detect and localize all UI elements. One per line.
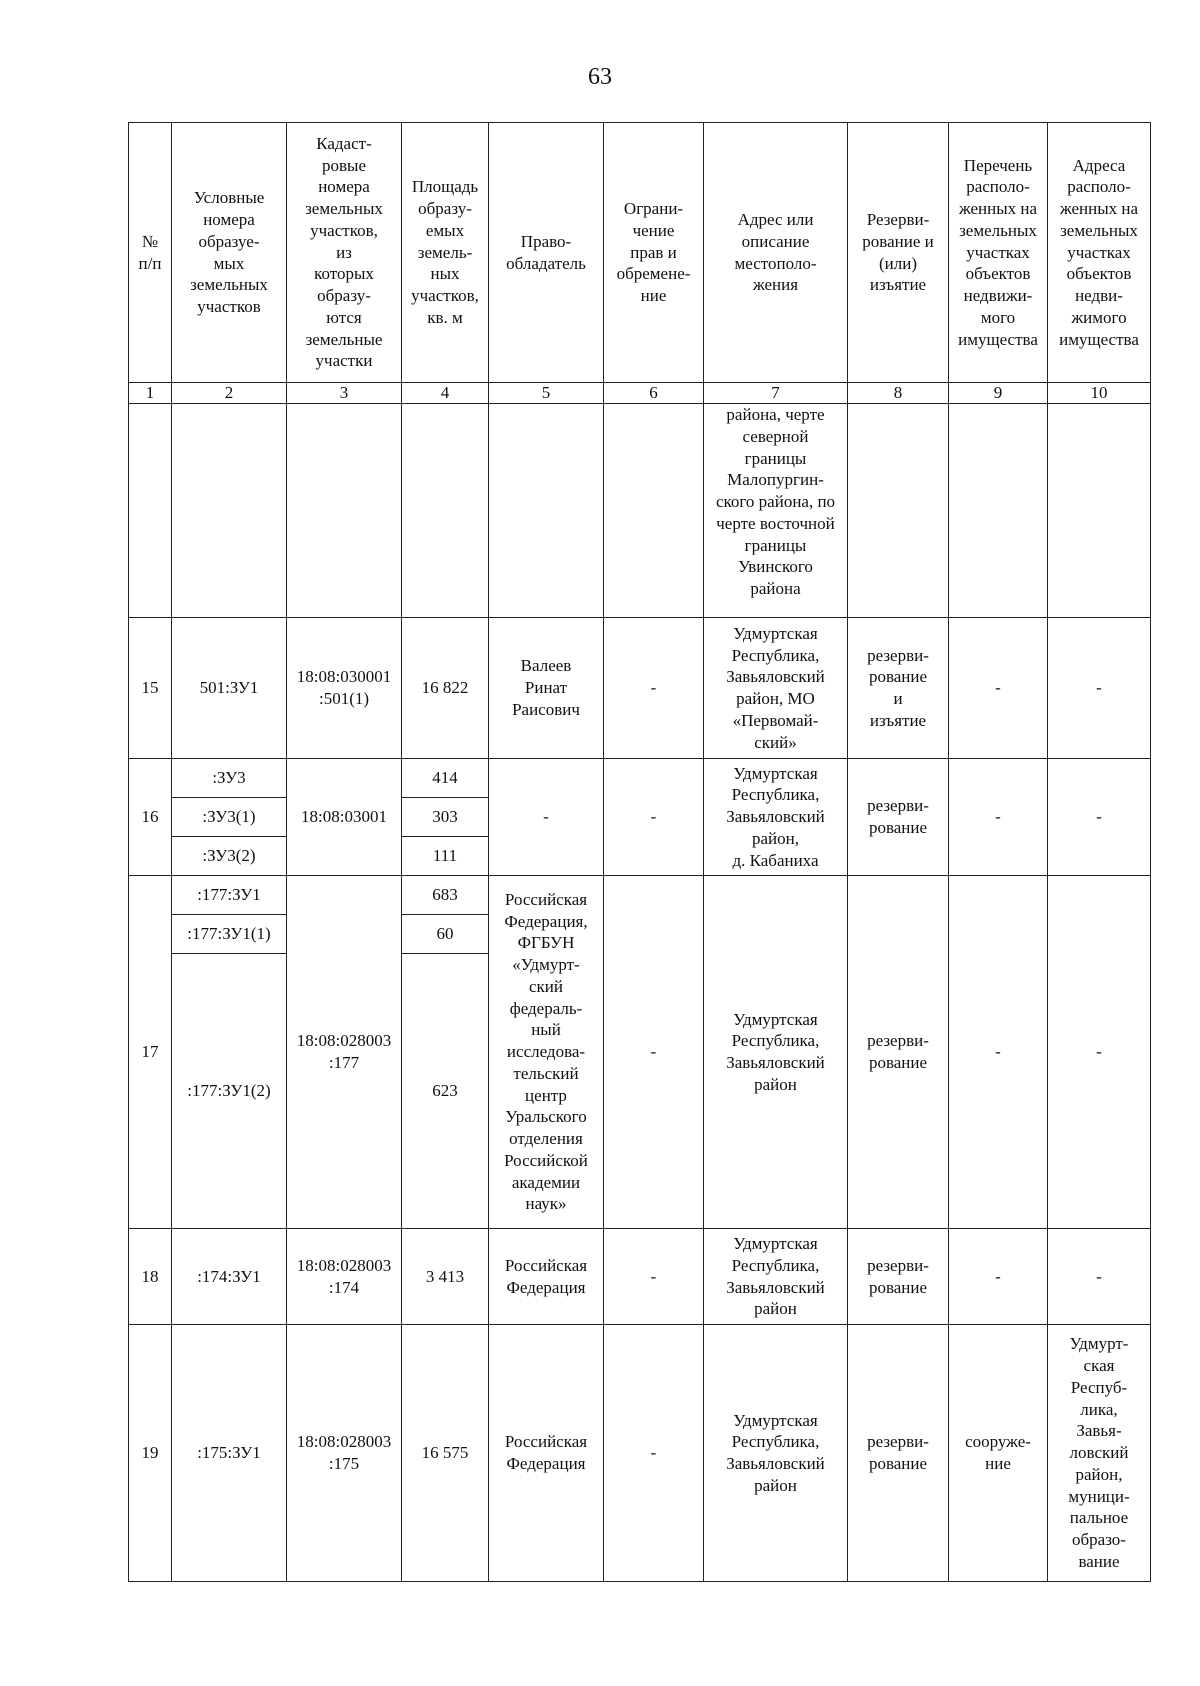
table-row: [129, 1229, 1151, 1325]
table-row: [129, 1325, 1151, 1582]
cadastral-cell: 18:08:03001: [287, 759, 402, 876]
address-cell: района, черте северной границы Малопургин- ского района, по черте восточной границы Увинского района: [704, 404, 848, 618]
area-cell: 3 413: [402, 1229, 489, 1325]
header-cell-cadastral: Кадаст- ровые номера земельных участков, из которых образу- ются земельные участки: [287, 123, 402, 383]
area-cell: 303: [402, 798, 489, 837]
address-cell: Удмуртская Республика, Завьяловский район: [704, 1229, 848, 1325]
column-number: 6: [604, 383, 704, 404]
table-row: [129, 759, 1151, 798]
column-number: 1: [129, 383, 172, 404]
plot-number-cell: :ЗУ3: [172, 759, 287, 798]
plot-number-cell: :177:ЗУ1: [172, 876, 287, 915]
restriction-cell: -: [604, 1325, 704, 1582]
area-cell: 414: [402, 759, 489, 798]
column-number-row: [129, 383, 1151, 404]
address-cell: Удмуртская Республика, Завьяловский район: [704, 876, 848, 1229]
empty-cell: [172, 404, 287, 618]
empty-cell: [129, 404, 172, 618]
header-cell-number: № п/п: [129, 123, 172, 383]
column-number: 8: [848, 383, 949, 404]
plot-number-cell: :ЗУ3(2): [172, 837, 287, 876]
row-number-cell: 15: [129, 618, 172, 759]
area-cell: 111: [402, 837, 489, 876]
column-number: 10: [1048, 383, 1151, 404]
cadastral-cell: 18:08:028003 :175: [287, 1325, 402, 1582]
address-cell: Удмуртская Республика, Завьяловский район, д. Кабаниха: [704, 759, 848, 876]
plot-number-cell: :177:ЗУ1(2): [172, 954, 287, 1229]
objects-cell: -: [949, 618, 1048, 759]
object-address-cell: Удмурт- ская Респуб- лика, Завья- ловский район, муници- пальное образо- вание: [1048, 1325, 1151, 1582]
empty-cell: [1048, 404, 1151, 618]
owner-cell: -: [489, 759, 604, 876]
table-row-continuation: [129, 404, 1151, 618]
cadastral-cell: 18:08:028003 :174: [287, 1229, 402, 1325]
empty-cell: [949, 404, 1048, 618]
header-cell-restriction: Ограни- чение прав и обремене- ние: [604, 123, 704, 383]
reservation-cell: резерви- рование: [848, 876, 949, 1229]
plot-number-cell: 501:ЗУ1: [172, 618, 287, 759]
header-cell-reservation: Резерви- рование и (или) изъятие: [848, 123, 949, 383]
empty-cell: [402, 404, 489, 618]
owner-cell: Российская Федерация: [489, 1325, 604, 1582]
area-cell: 623: [402, 954, 489, 1229]
reservation-cell: резерви- рование: [848, 759, 949, 876]
area-cell: 16 822: [402, 618, 489, 759]
objects-cell: -: [949, 876, 1048, 1229]
cadastral-cell: 18:08:030001 :501(1): [287, 618, 402, 759]
owner-cell: Валеев Ринат Раисович: [489, 618, 604, 759]
address-cell: Удмуртская Республика, Завьяловский район: [704, 1325, 848, 1582]
object-address-cell: -: [1048, 759, 1151, 876]
objects-cell: сооруже- ние: [949, 1325, 1048, 1582]
objects-cell: -: [949, 759, 1048, 876]
table-header-row: [129, 123, 1151, 383]
plot-number-cell: :174:ЗУ1: [172, 1229, 287, 1325]
header-cell-objects: Перечень располо- женных на земельных участках объектов недвижи- мого имущества: [949, 123, 1048, 383]
address-cell: Удмуртская Республика, Завьяловский район, МО «Первомай- ский»: [704, 618, 848, 759]
header-cell-area: Площадь образу- емых земель- ных участков, кв. м: [402, 123, 489, 383]
cadastral-cell: 18:08:028003 :177: [287, 876, 402, 1229]
land-plots-table: [128, 122, 1151, 1582]
area-cell: 16 575: [402, 1325, 489, 1582]
restriction-cell: -: [604, 759, 704, 876]
table-row: [129, 876, 1151, 915]
object-address-cell: -: [1048, 1229, 1151, 1325]
area-cell: 60: [402, 915, 489, 954]
object-address-cell: -: [1048, 618, 1151, 759]
column-number: 9: [949, 383, 1048, 404]
header-cell-plot-numbers: Условные номера образуе- мых земельных участков: [172, 123, 287, 383]
owner-cell: Российская Федерация: [489, 1229, 604, 1325]
header-cell-owner: Право- обладатель: [489, 123, 604, 383]
reservation-cell: резерви- рование: [848, 1229, 949, 1325]
area-cell: 683: [402, 876, 489, 915]
plot-number-cell: :ЗУ3(1): [172, 798, 287, 837]
empty-cell: [604, 404, 704, 618]
row-number-cell: 19: [129, 1325, 172, 1582]
column-number: 5: [489, 383, 604, 404]
restriction-cell: -: [604, 876, 704, 1229]
restriction-cell: -: [604, 1229, 704, 1325]
page-number: 63: [588, 64, 612, 90]
header-cell-object-address: Адреса располо- женных на земельных участках объектов недви- жимого имущества: [1048, 123, 1151, 383]
empty-cell: [287, 404, 402, 618]
object-address-cell: -: [1048, 876, 1151, 1229]
column-number: 2: [172, 383, 287, 404]
table-row: [129, 618, 1151, 759]
row-number-cell: 17: [129, 876, 172, 1229]
row-number-cell: 16: [129, 759, 172, 876]
empty-cell: [489, 404, 604, 618]
column-number: 7: [704, 383, 848, 404]
reservation-cell: резерви- рование: [848, 1325, 949, 1582]
owner-cell: Российская Федерация, ФГБУН «Удмурт- ский федераль- ный исследова- тельский центр Уральского отделения Российской академии наук»: [489, 876, 604, 1229]
objects-cell: -: [949, 1229, 1048, 1325]
plot-number-cell: :175:ЗУ1: [172, 1325, 287, 1582]
plot-number-cell: :177:ЗУ1(1): [172, 915, 287, 954]
empty-cell: [848, 404, 949, 618]
column-number: 3: [287, 383, 402, 404]
reservation-cell: резерви- рование и изъятие: [848, 618, 949, 759]
restriction-cell: -: [604, 618, 704, 759]
column-number: 4: [402, 383, 489, 404]
row-number-cell: 18: [129, 1229, 172, 1325]
header-cell-address: Адрес или описание местополо- жения: [704, 123, 848, 383]
